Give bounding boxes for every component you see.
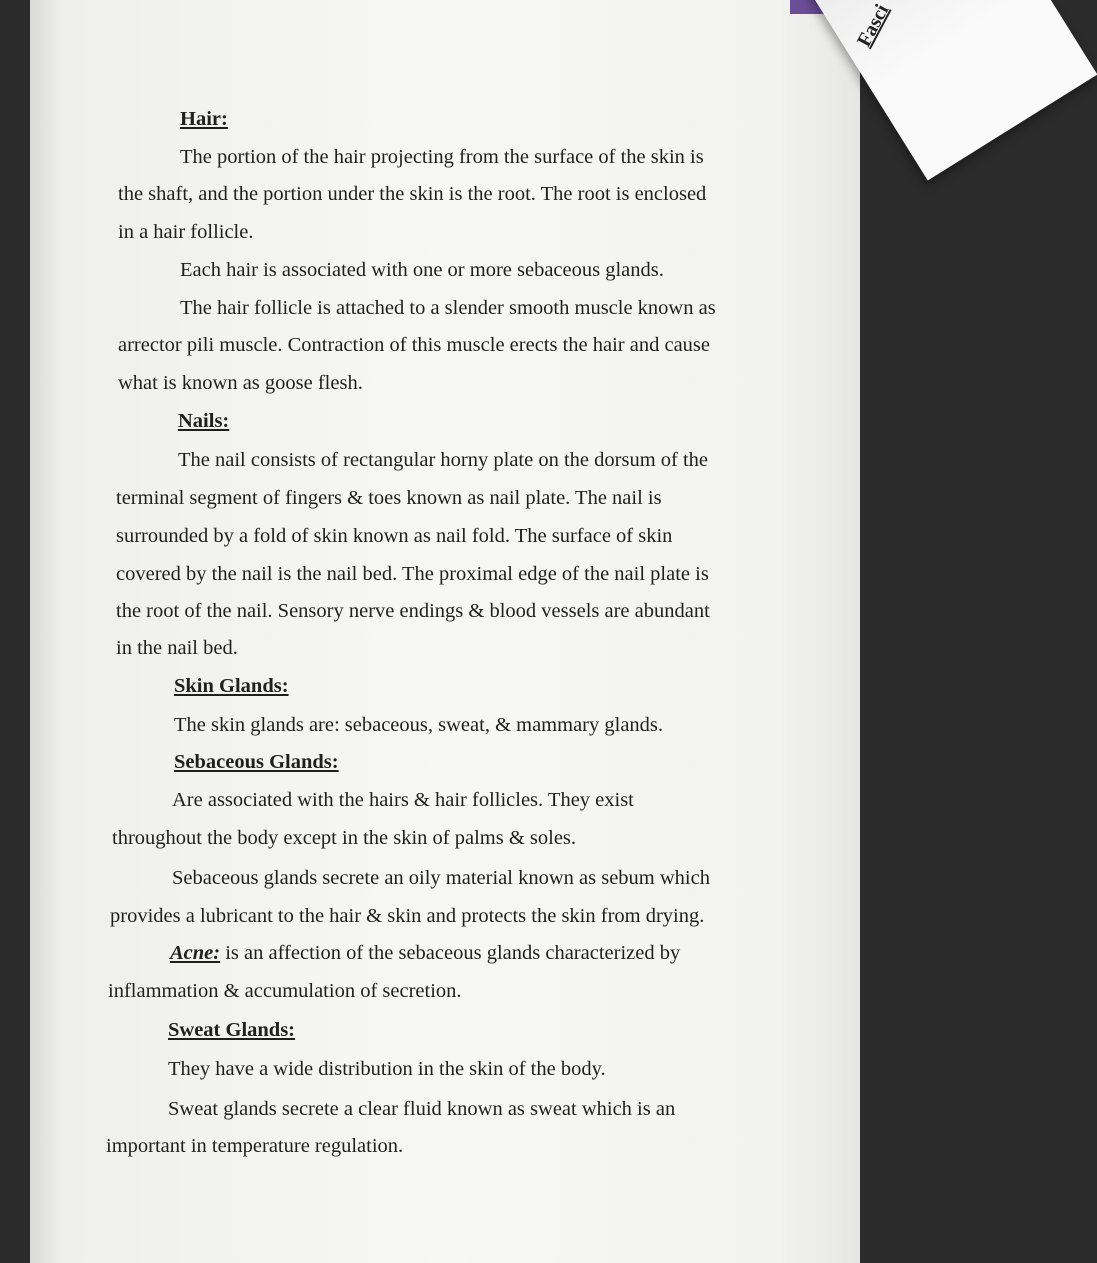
sebaceous-heading: Sebaceous Glands:: [174, 751, 339, 773]
hair-p1-line2: the shaft, and the portion under the skin is the root. The root is enclosed: [118, 183, 707, 205]
document-page: [30, 0, 894, 1263]
hair-p1-line3: in a hair follicle.: [118, 221, 254, 243]
nails-line2: terminal segment of fingers & toes known as nail plate. The nail is: [116, 487, 662, 509]
nails-line4: covered by the nail is the nail bed. The proximal edge of the nail plate is: [116, 563, 709, 585]
hair-p2: Each hair is associated with one or more sebaceous glands.: [180, 259, 664, 281]
acne-line2: inflammation & accumulation of secretion.: [108, 980, 462, 1002]
nails-heading: Nails:: [178, 410, 230, 432]
acne-term: Acne:: [170, 942, 221, 964]
sebaceous-p2-line2: provides a lubricant to the hair & skin and protects the skin from drying.: [110, 905, 705, 927]
nails-line5: the root of the nail. Sensory nerve endings & blood vessels are abundant: [116, 600, 710, 622]
sweat-line1: They have a wide distribution in the skin of the body.: [168, 1058, 606, 1080]
sebaceous-p1-line2: throughout the body except in the skin of palms & soles.: [112, 827, 577, 849]
acne-text: is an affection of the sebaceous glands characterized by: [220, 942, 681, 964]
hair-p1-line1: The portion of the hair projecting from the surface of the skin is: [180, 146, 704, 168]
hair-p3-line1: The hair follicle is attached to a slender smooth muscle known as: [180, 297, 716, 319]
nails-line6: in the nail bed.: [116, 637, 238, 659]
sweat-line2: Sweat glands secrete a clear fluid known as sweat which is an: [168, 1098, 676, 1120]
acne-line1: [170, 942, 680, 965]
sebaceous-p1-line1: Are associated with the hairs & hair follicles. They exist: [172, 789, 634, 811]
hair-heading: Hair:: [180, 108, 228, 130]
sweat-line3: important in temperature regulation.: [106, 1135, 404, 1157]
skin-glands-heading: Skin Glands:: [174, 675, 289, 697]
corner-label: Fasci: [853, 0, 894, 51]
sebaceous-p2-line1: Sebaceous glands secrete an oily material known as sebum which: [172, 867, 710, 889]
nails-line1: The nail consists of rectangular horny plate on the dorsum of the: [178, 449, 709, 471]
skin-glands-line1: The skin glands are: sebaceous, sweat, & mammary glands.: [174, 714, 664, 736]
corner-next-page: [790, 0, 1097, 180]
hair-p3-line3: what is known as goose flesh.: [118, 372, 363, 394]
sweat-heading: Sweat Glands:: [168, 1019, 296, 1041]
nails-line3: surrounded by a fold of skin known as nail fold. The surface of skin: [116, 525, 673, 547]
hair-p3-line2: arrector pili muscle. Contraction of this muscle erects the hair and cause: [118, 334, 711, 356]
